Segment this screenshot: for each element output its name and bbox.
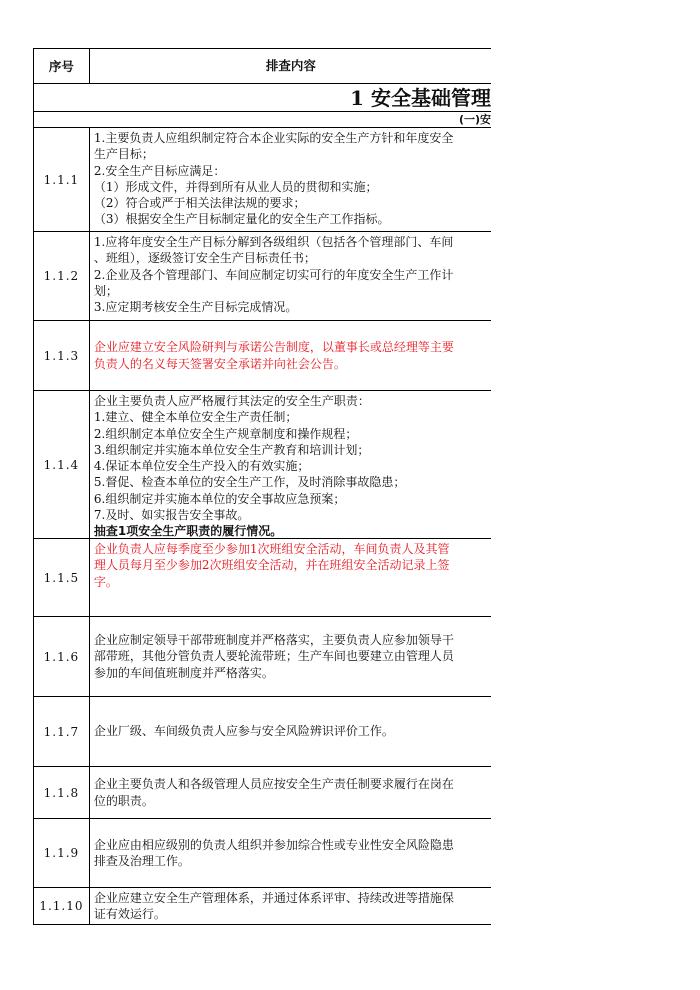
- row-content: [90, 697, 491, 766]
- row-serial-number: 1.1.9: [34, 819, 90, 887]
- subsection-title-row: [33, 112, 491, 128]
- subsection-title: (一)安: [458, 113, 491, 126]
- content-line: 企业主要负责人和各级管理人员应按安全生产责任制要求履行在岗在: [93, 777, 454, 792]
- content-line: 1.应将年度安全生产目标分解到各级组织（包括各个管理部门、车间: [93, 235, 454, 249]
- content-line: 2.组织制定本单位安全生产规章制度和操作规程；: [93, 426, 358, 441]
- content-line: 4.保证本单位安全生产投入的有效实施；: [93, 459, 310, 474]
- content-line: 企业应制定领导干部带班制度并严格落实，主要负责人应参加领导干: [93, 633, 454, 648]
- content-line: 理人员每月至少参加2次班组安全活动，并在班组安全活动记录上签: [93, 558, 450, 573]
- row-content: [90, 539, 491, 616]
- content-line: 证有效运行。: [93, 907, 166, 922]
- table-row: [33, 617, 491, 697]
- row-serial-number: 1.1.2: [34, 232, 90, 320]
- content-line: 2.企业及各个管理部门、车间应制定切实可行的年度安全生产工作计: [93, 267, 454, 282]
- row-serial-number: 1.1.8: [34, 767, 90, 818]
- row-content: [90, 232, 491, 320]
- content-line: 参加的车间值班制度并严格落实。: [93, 665, 274, 680]
- row-content: [90, 767, 491, 818]
- content-line: （3）根据安全生产目标制定量化的安全生产工作指标。: [93, 212, 390, 227]
- table-header-row: [33, 48, 491, 84]
- row-content: [90, 888, 491, 924]
- content-line: 企业应建立安全风险研判与承诺公告制度，以董事长或总经理等主要: [93, 340, 454, 355]
- content-line: 部带班，其他分管负责人要轮流带班；生产车间也要建立由管理人员: [93, 649, 454, 664]
- content-line: 1.主要负责人应组织制定符合本企业实际的安全生产方针和年度安全: [93, 131, 454, 145]
- content-line: 企业厂级、车间级负责人应参与安全风险辨识评价工作。: [93, 724, 394, 739]
- row-serial-number: 1.1.4: [34, 391, 90, 538]
- content-line: （2）符合或严于相关法律法规的要求；: [93, 196, 306, 211]
- table-row: [33, 128, 491, 232]
- table-row: [33, 232, 491, 321]
- header-serial-number: 序号: [34, 49, 90, 83]
- table-row: [33, 321, 491, 391]
- section-title-row: [33, 84, 491, 112]
- content-line: 、班组），逐级签订安全生产目标责任书；: [93, 251, 316, 266]
- row-serial-number: 1.1.6: [34, 617, 90, 696]
- row-serial-number: 1.1.1: [34, 128, 90, 231]
- row-content: [90, 819, 491, 887]
- content-line: 3.应定期考核安全生产目标完成情况。: [93, 300, 298, 315]
- content-line: 位的职责。: [93, 793, 154, 808]
- content-line: 3.组织制定并实施本单位安全生产教育和培训计划；: [93, 442, 370, 457]
- table-row: [33, 539, 491, 617]
- content-line: 企业主要负责人应严格履行其法定的安全生产职责：: [93, 394, 370, 408]
- content-line: 2.安全生产目标应满足：: [93, 163, 226, 178]
- header-inspection-content: 排查内容: [265, 57, 316, 73]
- content-line: 5.督促、检查本单位的安全生产工作，及时消除事故隐患；: [93, 475, 406, 490]
- inspection-table: [33, 48, 491, 925]
- content-bold-line: 抽查1项安全生产职责的履行情况。: [93, 524, 283, 539]
- row-serial-number: 1.1.10: [34, 888, 90, 924]
- table-row: [33, 888, 491, 925]
- content-line: 企业负责人应每季度至少参加1次班组安全活动，车间负责人及其管: [93, 542, 450, 556]
- table-row: [33, 819, 491, 888]
- section-title: 1 安全基础管理: [350, 86, 491, 110]
- content-line: 划；: [93, 283, 118, 298]
- row-serial-number: 1.1.5: [34, 539, 90, 616]
- table-row: [33, 391, 491, 539]
- row-content: [90, 321, 491, 390]
- content-line: 企业应由相应级别的负责人组织并参加综合性或专业性安全风险隐患: [93, 837, 454, 852]
- content-line: 1.建立、健全本单位安全生产责任制；: [93, 410, 298, 425]
- content-line: 生产目标；: [93, 147, 154, 162]
- table-row: [33, 697, 491, 767]
- row-serial-number: 1.1.7: [34, 697, 90, 766]
- row-content: [90, 391, 491, 538]
- content-line: （1）形成文件，并得到所有从业人员的贯彻和实施；: [93, 179, 378, 194]
- content-line: 字。: [93, 574, 118, 589]
- row-serial-number: 1.1.3: [34, 321, 90, 390]
- content-line: 排查及治理工作。: [93, 854, 190, 868]
- row-content: [90, 128, 491, 231]
- content-line: 企业应建立安全生产管理体系，并通过体系评审、持续改进等措施保: [93, 891, 454, 905]
- row-content: [90, 617, 491, 696]
- content-line: 负责人的名义每天签署安全承诺并向社会公告。: [93, 356, 346, 371]
- table-row: [33, 767, 491, 819]
- content-line: 7.及时、如实报告安全事故。: [93, 508, 250, 523]
- content-line: 6.组织制定并实施本单位的安全事故应急预案；: [93, 491, 346, 506]
